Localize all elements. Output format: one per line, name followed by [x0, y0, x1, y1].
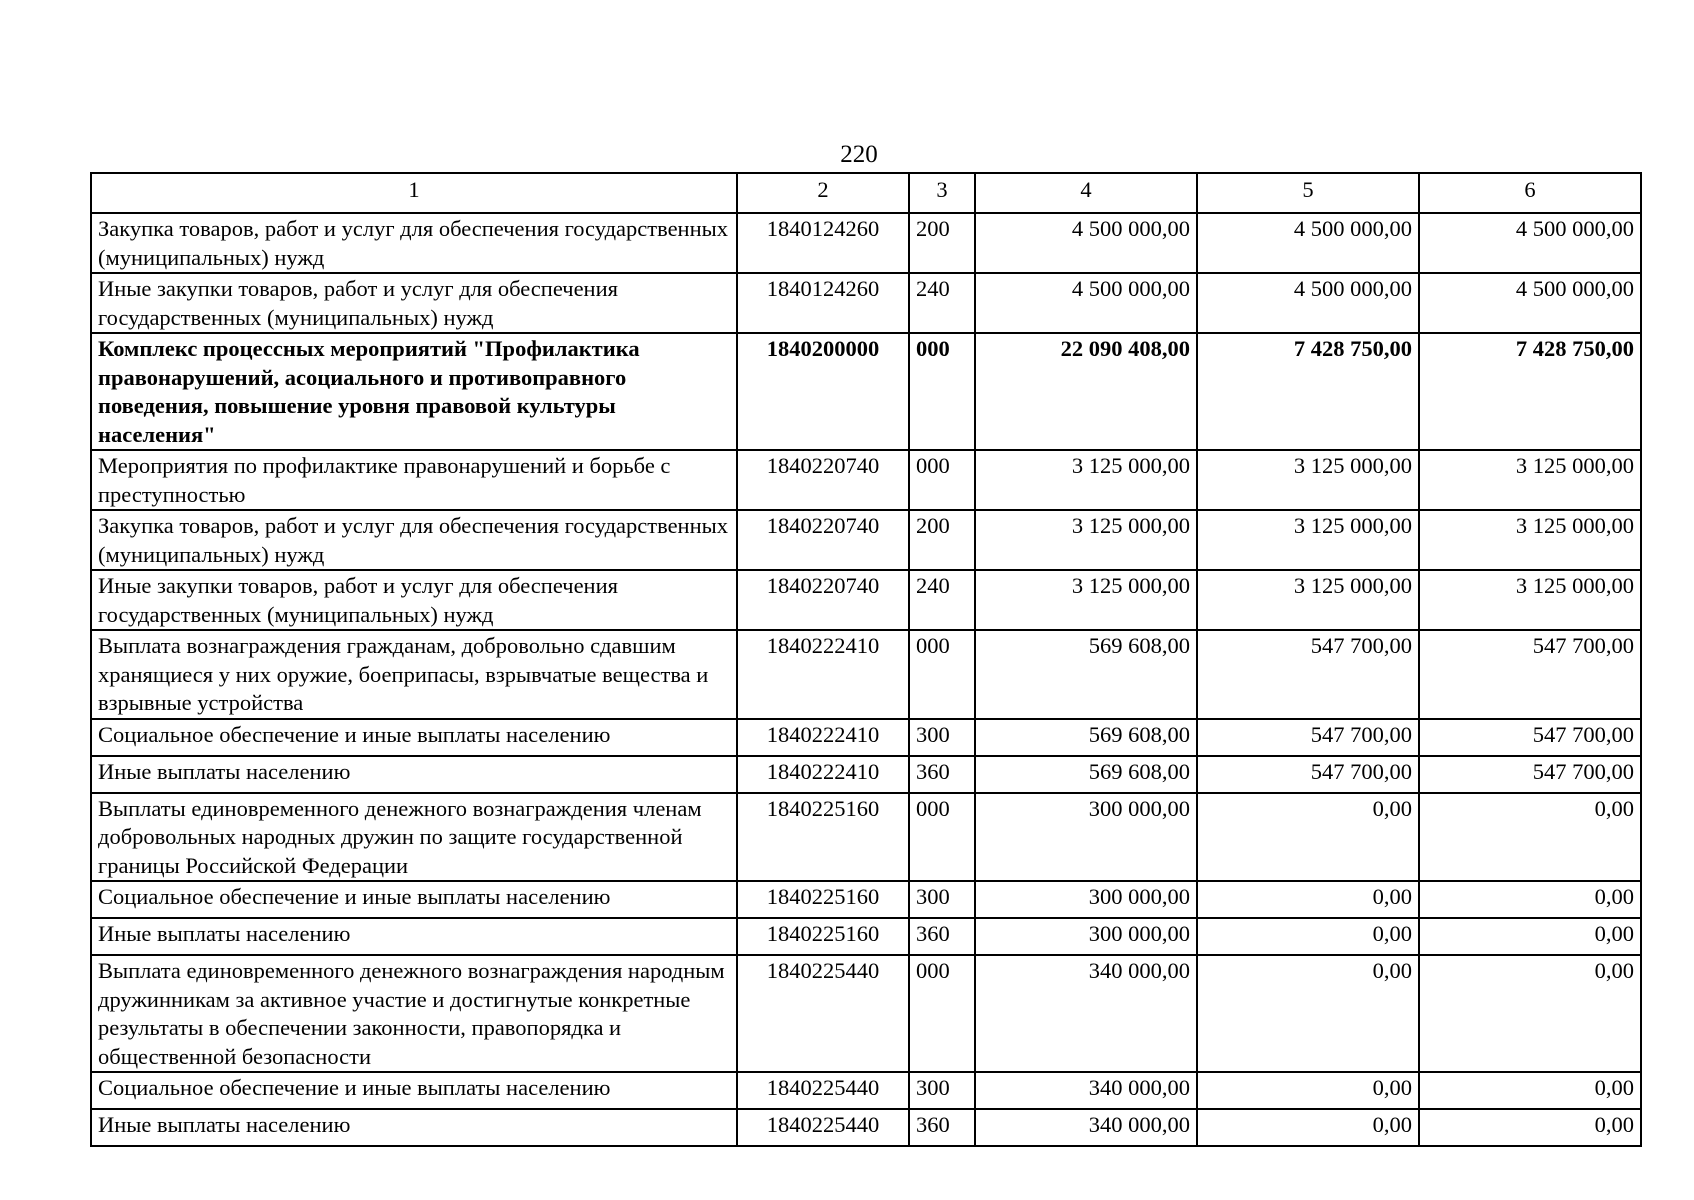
- row-amount-6: 3 125 000,00: [1419, 510, 1641, 570]
- row-amount-5: 0,00: [1197, 1109, 1419, 1146]
- table-row: [91, 570, 1641, 630]
- row-name: Социальное обеспечение и иные выплаты населению: [91, 881, 737, 918]
- row-amount-4: 340 000,00: [975, 955, 1197, 1072]
- row-amount-5: 547 700,00: [1197, 719, 1419, 756]
- table-row: [91, 630, 1641, 719]
- table-row: [91, 918, 1641, 955]
- table-row: [91, 1072, 1641, 1109]
- row-code: 1840225160: [737, 881, 909, 918]
- row-amount-6: 3 125 000,00: [1419, 450, 1641, 510]
- page-number: 220: [840, 141, 878, 168]
- row-code: 1840225440: [737, 1109, 909, 1146]
- row-name: Мероприятия по профилактике правонарушений и борьбе с преступностью: [91, 450, 737, 510]
- row-amount-5: 0,00: [1197, 918, 1419, 955]
- row-amount-5: 4 500 000,00: [1197, 213, 1419, 273]
- row-expense-type: 240: [909, 273, 975, 333]
- row-name: Закупка товаров, работ и услуг для обеспечения государственных (муниципальных) нужд: [91, 510, 737, 570]
- column-header: 5: [1197, 173, 1419, 213]
- row-name: Иные выплаты населению: [91, 918, 737, 955]
- row-amount-5: 0,00: [1197, 955, 1419, 1072]
- row-name: Закупка товаров, работ и услуг для обеспечения государственных (муниципальных) нужд: [91, 213, 737, 273]
- column-header: 1: [91, 173, 737, 213]
- row-amount-4: 340 000,00: [975, 1072, 1197, 1109]
- row-name: Иные закупки товаров, работ и услуг для обеспечения государственных (муниципальных) нужд: [91, 570, 737, 630]
- row-amount-4: 300 000,00: [975, 918, 1197, 955]
- row-amount-6: 0,00: [1419, 1109, 1641, 1146]
- row-amount-4: 569 608,00: [975, 719, 1197, 756]
- row-amount-6: 4 500 000,00: [1419, 273, 1641, 333]
- row-code: 1840222410: [737, 630, 909, 719]
- row-amount-4: 4 500 000,00: [975, 273, 1197, 333]
- row-expense-type: 300: [909, 719, 975, 756]
- row-expense-type: 360: [909, 756, 975, 793]
- row-code: 1840225160: [737, 918, 909, 955]
- row-name: Выплаты единовременного денежного вознаграждения членам добровольных народных дружин по защите государственной границы Российской Федерации: [91, 793, 737, 882]
- row-expense-type: 000: [909, 450, 975, 510]
- row-amount-6: 547 700,00: [1419, 719, 1641, 756]
- row-name: Иные выплаты населению: [91, 1109, 737, 1146]
- row-code: 1840222410: [737, 756, 909, 793]
- row-expense-type: 200: [909, 213, 975, 273]
- row-code: 1840220740: [737, 570, 909, 630]
- row-code: 1840124260: [737, 213, 909, 273]
- table-row: [91, 955, 1641, 1072]
- row-amount-5: 3 125 000,00: [1197, 570, 1419, 630]
- row-amount-6: 0,00: [1419, 1072, 1641, 1109]
- row-code: 1840225440: [737, 955, 909, 1072]
- row-amount-5: 4 500 000,00: [1197, 273, 1419, 333]
- row-amount-4: 569 608,00: [975, 630, 1197, 719]
- row-amount-4: 569 608,00: [975, 756, 1197, 793]
- table-row-section: [91, 333, 1641, 450]
- row-expense-type: 360: [909, 918, 975, 955]
- row-amount-6: 0,00: [1419, 881, 1641, 918]
- row-amount-4: 3 125 000,00: [975, 450, 1197, 510]
- row-amount-4: 300 000,00: [975, 881, 1197, 918]
- row-name: Социальное обеспечение и иные выплаты населению: [91, 719, 737, 756]
- row-amount-5: 547 700,00: [1197, 630, 1419, 719]
- table-row: [91, 719, 1641, 756]
- row-expense-type: 300: [909, 881, 975, 918]
- row-expense-type: 200: [909, 510, 975, 570]
- row-amount-6: 0,00: [1419, 955, 1641, 1072]
- budget-table: [90, 172, 1642, 1147]
- row-name: Выплата единовременного денежного вознаграждения народным дружинникам за активное участие и достигнутые конкретные результаты в обеспечении законности, правопорядка и общественной безопасности: [91, 955, 737, 1072]
- row-expense-type: 000: [909, 955, 975, 1072]
- row-name: Иные закупки товаров, работ и услуг для обеспечения государственных (муниципальных) нужд: [91, 273, 737, 333]
- row-amount-5: 0,00: [1197, 881, 1419, 918]
- row-amount-6: 3 125 000,00: [1419, 570, 1641, 630]
- row-code: 1840124260: [737, 273, 909, 333]
- table-row: [91, 793, 1641, 882]
- row-amount-6: 4 500 000,00: [1419, 213, 1641, 273]
- row-amount-5: 3 125 000,00: [1197, 510, 1419, 570]
- table-row: [91, 756, 1641, 793]
- row-code: 1840222410: [737, 719, 909, 756]
- table-row: [91, 213, 1641, 273]
- row-amount-6: 547 700,00: [1419, 756, 1641, 793]
- row-amount-4: 340 000,00: [975, 1109, 1197, 1146]
- row-amount-5: 0,00: [1197, 1072, 1419, 1109]
- row-expense-type: 360: [909, 1109, 975, 1146]
- row-amount-6: 7 428 750,00: [1419, 333, 1641, 450]
- row-amount-5: 0,00: [1197, 793, 1419, 882]
- row-amount-4: 22 090 408,00: [975, 333, 1197, 450]
- row-expense-type: 000: [909, 630, 975, 719]
- row-code: 1840220740: [737, 450, 909, 510]
- row-name: Комплекс процессных мероприятий "Профилактика правонарушений, асоциального и противоправного поведения, повышение уровня правовой культуры населения": [91, 333, 737, 450]
- column-header: 2: [737, 173, 909, 213]
- row-amount-4: 3 125 000,00: [975, 510, 1197, 570]
- row-amount-4: 4 500 000,00: [975, 213, 1197, 273]
- row-name: Выплата вознаграждения гражданам, добровольно сдавшим хранящиеся у них оружие, боеприпасы, взрывчатые вещества и взрывные устройства: [91, 630, 737, 719]
- row-expense-type: 240: [909, 570, 975, 630]
- row-code: 1840220740: [737, 510, 909, 570]
- header-row: [91, 173, 1641, 213]
- column-header: 3: [909, 173, 975, 213]
- row-amount-4: 300 000,00: [975, 793, 1197, 882]
- row-name: Социальное обеспечение и иные выплаты населению: [91, 1072, 737, 1109]
- row-amount-6: 547 700,00: [1419, 630, 1641, 719]
- table-row: [91, 510, 1641, 570]
- table-row: [91, 1109, 1641, 1146]
- column-header: 6: [1419, 173, 1641, 213]
- row-expense-type: 000: [909, 793, 975, 882]
- table-row: [91, 273, 1641, 333]
- row-code: 1840225440: [737, 1072, 909, 1109]
- column-header: 4: [975, 173, 1197, 213]
- row-expense-type: 000: [909, 333, 975, 450]
- row-amount-5: 7 428 750,00: [1197, 333, 1419, 450]
- row-amount-6: 0,00: [1419, 793, 1641, 882]
- row-amount-5: 3 125 000,00: [1197, 450, 1419, 510]
- table-row: [91, 450, 1641, 510]
- row-name: Иные выплаты населению: [91, 756, 737, 793]
- row-code: 1840225160: [737, 793, 909, 882]
- row-expense-type: 300: [909, 1072, 975, 1109]
- table-row: [91, 881, 1641, 918]
- row-amount-6: 0,00: [1419, 918, 1641, 955]
- row-code: 1840200000: [737, 333, 909, 450]
- row-amount-4: 3 125 000,00: [975, 570, 1197, 630]
- row-amount-5: 547 700,00: [1197, 756, 1419, 793]
